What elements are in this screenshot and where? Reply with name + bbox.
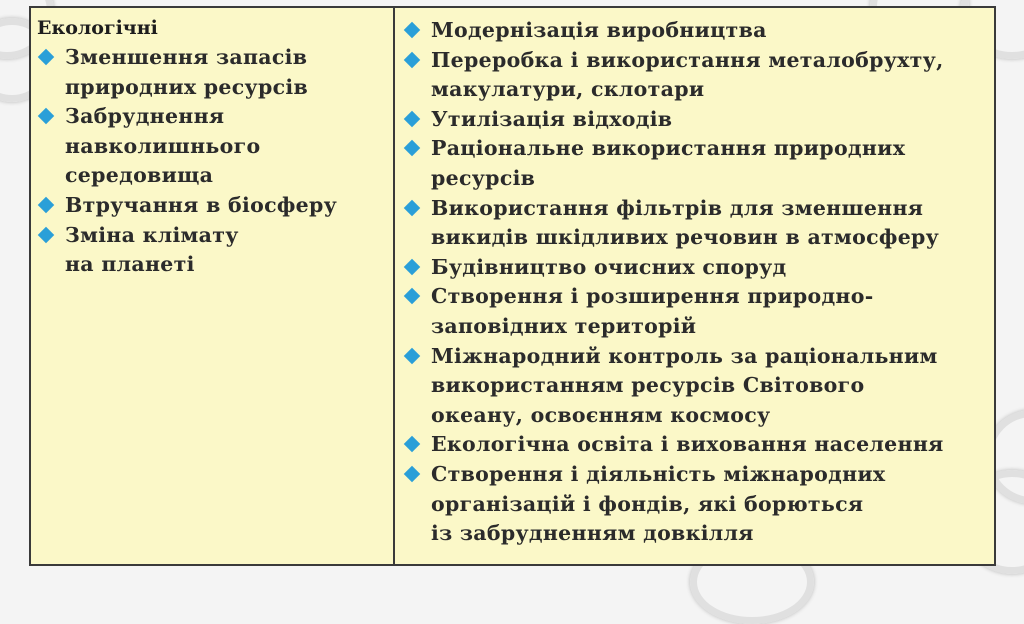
- diamond-bullet-icon: [405, 437, 420, 452]
- item-text-line: Створення і розширення природно-: [431, 284, 874, 309]
- item-text-line: середовища: [65, 163, 214, 188]
- item-text-line: навколишнього: [65, 133, 261, 158]
- diamond-bullet-icon: [39, 198, 54, 213]
- item-text-line: Будівництво очисних споруд: [431, 254, 787, 279]
- diamond-bullet-icon: [405, 53, 420, 68]
- problems-list: [37, 43, 393, 280]
- item-text-line: на планеті: [65, 252, 195, 277]
- item-text-line: Екологічна освіта і виховання населення: [431, 432, 944, 457]
- list-item: [37, 221, 393, 280]
- item-text-line: Використання фільтрів для зменшення: [431, 195, 924, 220]
- item-text-line: Зміна клімату: [65, 222, 239, 247]
- item-text-line: із забрудненням довкілля: [431, 521, 754, 546]
- item-text-line: Переробка і використання металобрухту,: [431, 47, 944, 72]
- list-item: [403, 253, 994, 283]
- item-text-line: Зменшення запасів: [65, 45, 308, 69]
- diamond-bullet-icon: [405, 349, 420, 364]
- diamond-bullet-icon: [39, 228, 54, 243]
- diamond-bullet-icon: [405, 112, 420, 127]
- item-text-line: Міжнародний контроль за раціональним: [431, 343, 938, 368]
- solutions-column: [395, 8, 994, 564]
- list-item: [37, 43, 393, 102]
- item-text-line: Створення і діяльність міжнародних: [431, 461, 886, 486]
- diamond-bullet-icon: [405, 23, 420, 38]
- list-item: [403, 430, 994, 460]
- item-text-line: викидів шкідливих речовин в атмосферу: [431, 225, 940, 250]
- item-text-line: Утилізація відходів: [431, 106, 673, 131]
- diamond-bullet-icon: [405, 141, 420, 156]
- item-text-line: заповідних територій: [431, 313, 697, 338]
- item-text-line: Забруднення: [65, 104, 225, 129]
- item-text-line: океану, освоєнням космосу: [431, 402, 771, 427]
- item-text-line: макулатури, склотари: [431, 77, 705, 102]
- problems-solutions-table: [29, 6, 996, 566]
- item-text-line: природних ресурсів: [65, 74, 309, 99]
- list-item: [403, 342, 994, 431]
- list-item: [403, 134, 994, 193]
- list-item: [37, 191, 393, 221]
- list-item: [403, 282, 994, 341]
- diamond-bullet-icon: [405, 201, 420, 216]
- diamond-bullet-icon: [405, 467, 420, 482]
- list-item: [403, 16, 994, 46]
- list-item: [403, 46, 994, 105]
- item-text-line: організацій і фондів, які борються: [431, 491, 864, 516]
- item-text-line: ресурсів: [431, 165, 536, 190]
- list-item: [403, 460, 994, 549]
- column-title: Екологічні: [37, 17, 158, 39]
- list-item: [403, 194, 994, 253]
- list-item: [37, 102, 393, 191]
- item-text-line: Втручання в біосферу: [65, 192, 338, 217]
- diamond-bullet-icon: [39, 50, 54, 65]
- diamond-bullet-icon: [405, 289, 420, 304]
- diamond-bullet-icon: [405, 260, 420, 275]
- item-text-line: Раціональне використання природних: [431, 136, 906, 161]
- solutions-list: [403, 16, 994, 549]
- list-item: [403, 105, 994, 135]
- item-text-line: використанням ресурсів Світового: [431, 373, 865, 398]
- ecological-problems-column: [31, 8, 395, 564]
- item-text-line: Модернізація виробництва: [431, 18, 767, 42]
- diamond-bullet-icon: [39, 109, 54, 124]
